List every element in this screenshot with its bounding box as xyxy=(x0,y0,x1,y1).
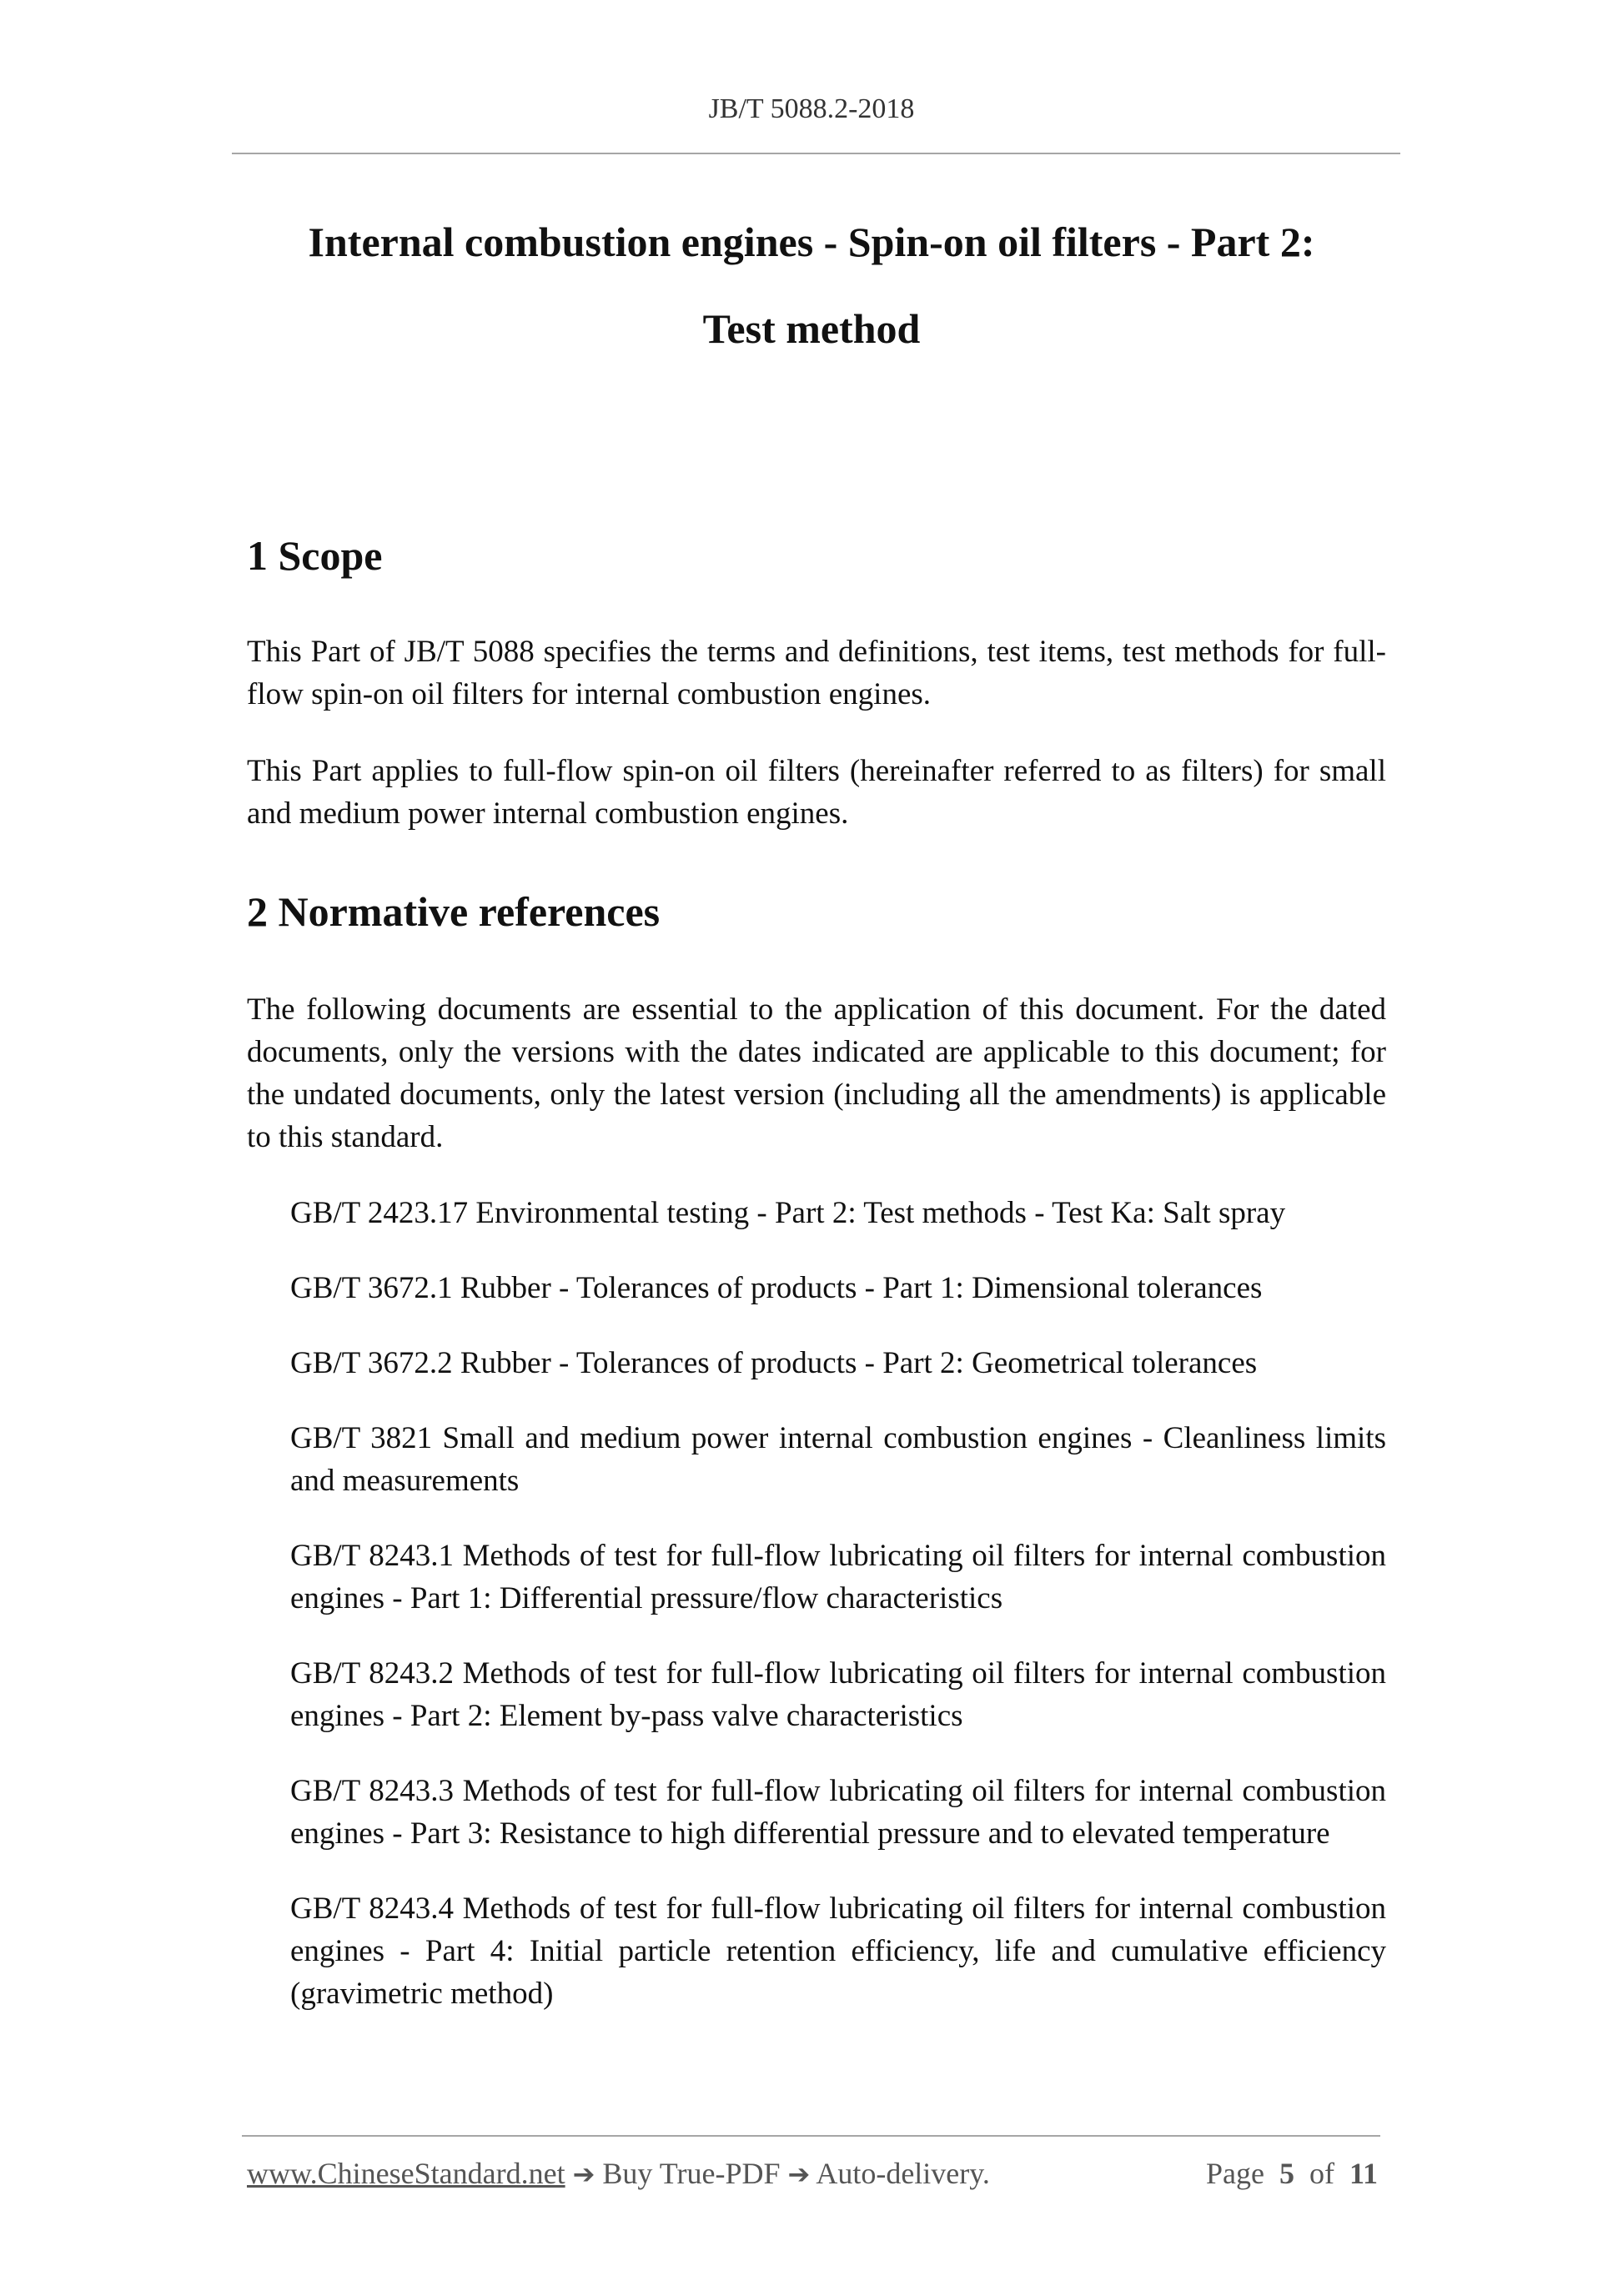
page-of: of xyxy=(1309,2157,1334,2190)
reference-item: GB/T 8243.4 Methods of test for full-flow lubricating oil filters for internal combustion engines - Part 4: Initial particle retention efficiency, life and cumulative efficiency (gravimetric method) xyxy=(290,1892,1386,2011)
buy-text: Buy True-PDF xyxy=(602,2157,781,2190)
document-id-header: JB/T 5088.2-2018 xyxy=(708,93,915,124)
reference-item: GB/T 8243.1 Methods of test for full-flow lubricating oil filters for internal combustion engines - Part 1: Differential pressure/flow characteristics xyxy=(290,1539,1386,1615)
section-heading-normative-references: 2 Normative references xyxy=(247,888,661,935)
reference-item: GB/T 8243.3 Methods of test for full-flow lubricating oil filters for internal combustion engines - Part 3: Resistance to high differential pressure and to elevated temperature xyxy=(290,1774,1386,1851)
normative-references-intro: The following documents are essential to the application of this document. For the dated documents, only the versions with the dates indicated are applicable to this document; for the undated documents, only the latest version (including all the amendments) is applicable to this standard. xyxy=(247,992,1386,1154)
document-title-line-1: Internal combustion engines - Spin-on oil filters - Part 2: xyxy=(308,219,1315,265)
page-total: 11 xyxy=(1349,2157,1378,2190)
page-indicator xyxy=(1206,2156,1378,2191)
scope-paragraph: This Part applies to full-flow spin-on oil filters (hereinafter referred to as filters) for small and medium power internal combustion engines. xyxy=(247,754,1386,831)
reference-item: GB/T 3672.1 Rubber - Tolerances of products - Part 1: Dimensional tolerances xyxy=(290,1271,1263,1305)
reference-item: GB/T 3672.2 Rubber - Tolerances of products - Part 2: Geometrical tolerances xyxy=(290,1346,1258,1380)
section-heading-scope: 1 Scope xyxy=(247,532,383,579)
arrow-right-icon: ➔ xyxy=(787,2158,811,2190)
page-label: Page xyxy=(1206,2157,1264,2190)
document-title-line-2: Test method xyxy=(702,305,921,352)
footer-divider xyxy=(242,2135,1380,2137)
document-title xyxy=(167,198,1456,372)
reference-item: GB/T 3821 Small and medium power internal combustion engines - Cleanliness limits and measurements xyxy=(290,1421,1386,1498)
reference-item: GB/T 2423.17 Environmental testing - Part 2: Test methods - Test Ka: Salt spray xyxy=(290,1196,1286,1230)
page-current: 5 xyxy=(1279,2157,1294,2190)
footer-promo xyxy=(247,2156,990,2191)
reference-list xyxy=(290,1192,1386,2047)
delivery-text: Auto-delivery. xyxy=(816,2157,990,2190)
site-link[interactable]: www.ChineseStandard.net xyxy=(247,2157,565,2190)
scope-paragraph: This Part of JB/T 5088 specifies the terms and definitions, test items, test methods for full-flow spin-on oil filters for internal combustion engines. xyxy=(247,635,1386,711)
header-divider xyxy=(232,153,1400,154)
reference-item: GB/T 8243.2 Methods of test for full-flow lubricating oil filters for internal combustion engines - Part 2: Element by-pass valve characteristics xyxy=(290,1656,1386,1733)
arrow-right-icon: ➔ xyxy=(572,2158,595,2190)
